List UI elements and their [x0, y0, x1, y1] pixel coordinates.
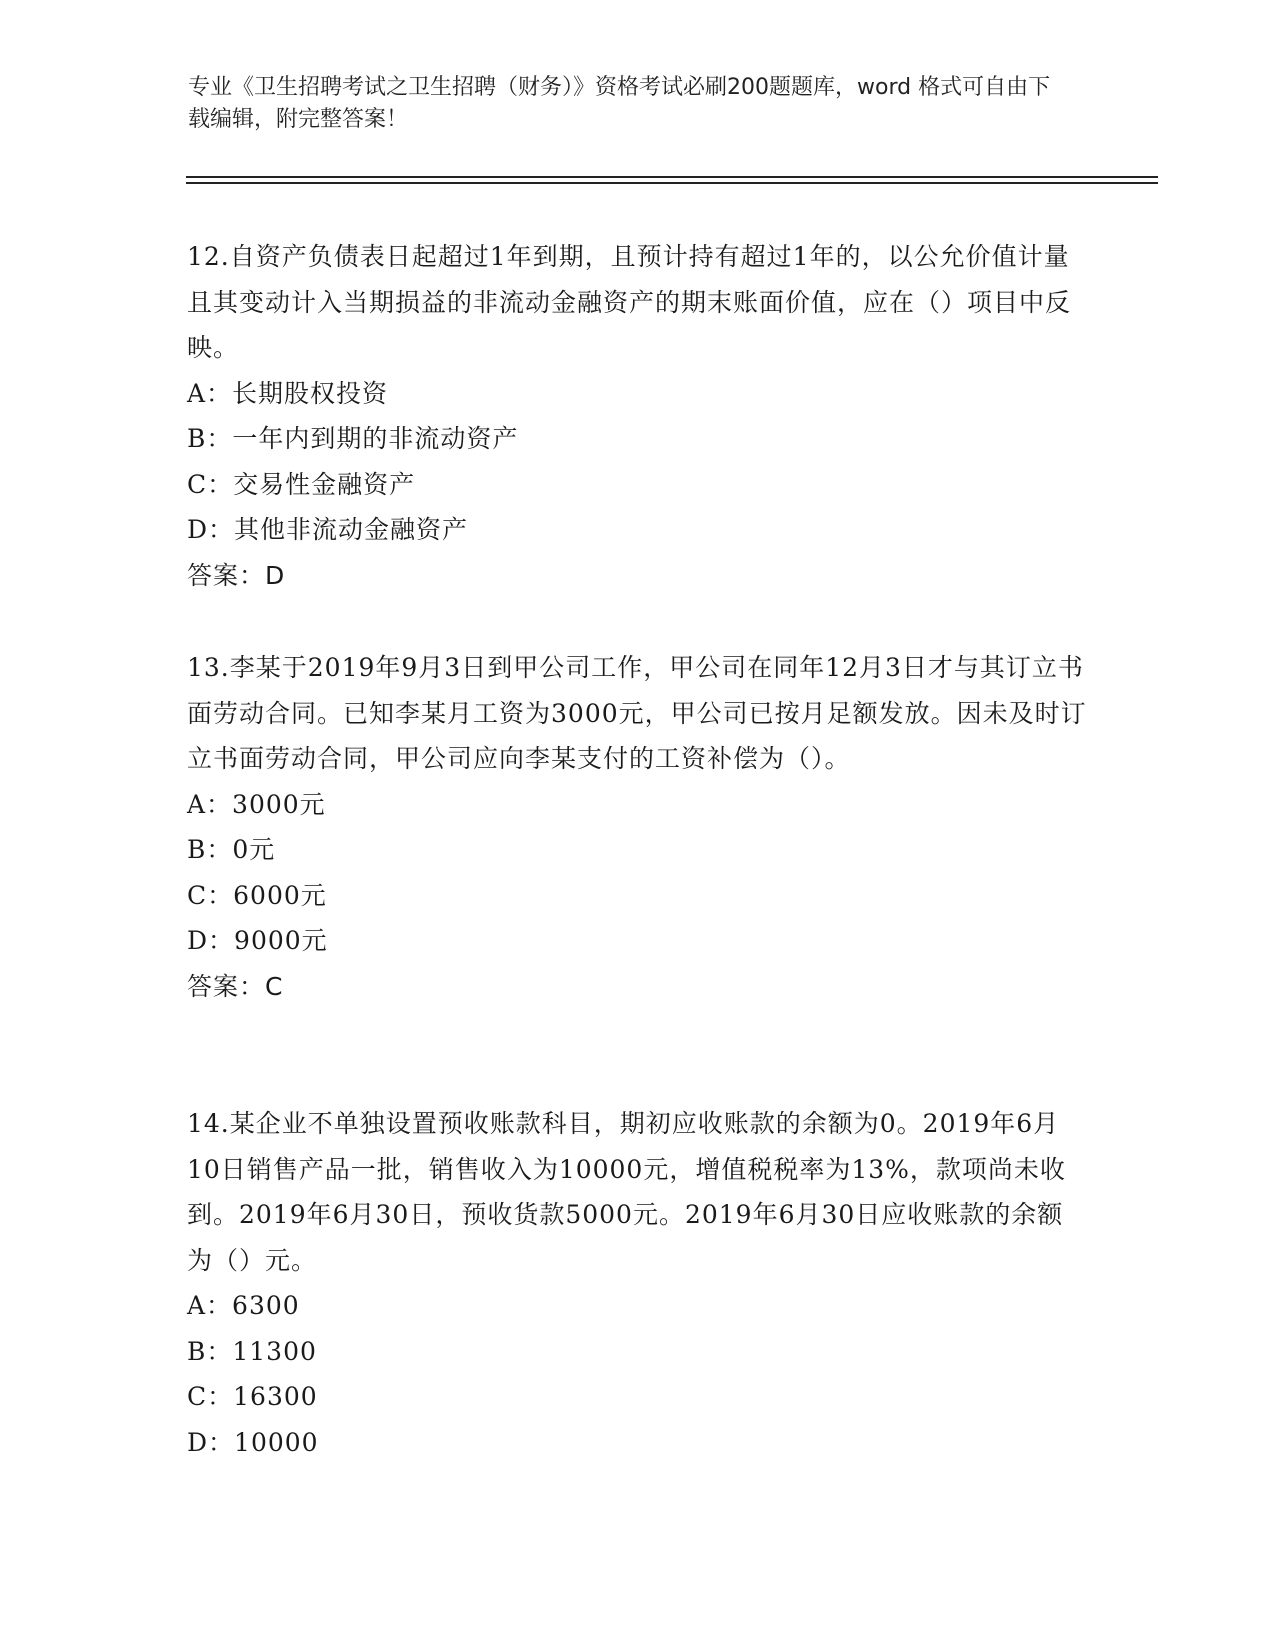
header-divider-bottom — [186, 182, 1158, 184]
question-text: 12.自资产负债表日起超过1年到期，且预计持有超过1年的，以公允价值计量且其变动计入当期损益的非流动金融资产的期末账面价值，应在（）项目中反映。 — [187, 242, 1072, 362]
option-c: C：交易性金融资产 — [187, 469, 416, 499]
header-divider-top — [186, 176, 1158, 178]
answer: 答案：D — [187, 560, 286, 590]
question-text: 14.某企业不单独设置预收账款科目，期初应收账款的余额为0。2019年6月10日销售产品一批，销售收入为10000元，增值税税率为13%，款项尚未收到。2019年6月30日，预收货款5000元。2019年6月30日应收账款的余额为（）元。 — [187, 1109, 1066, 1275]
question-12 — [187, 234, 1087, 598]
option-a: A：长期股权投资 — [187, 378, 389, 408]
option-d: D：其他非流动金融资产 — [187, 515, 469, 544]
option-a: A：3000元 — [187, 789, 326, 819]
option-d: D：9000元 — [187, 926, 328, 955]
answer: 答案：C — [187, 971, 284, 1001]
document-header — [188, 72, 1068, 136]
option-b: B：11300 — [187, 1336, 317, 1366]
option-c: C：6000元 — [187, 880, 327, 910]
question-14 — [187, 1101, 1087, 1465]
option-b: B：一年内到期的非流动资产 — [187, 424, 519, 453]
option-b: B：0元 — [187, 835, 276, 864]
option-c: C：16300 — [187, 1382, 318, 1411]
question-text: 13.李某于2019年9月3日到甲公司工作，甲公司在同年12月3日才与其订立书面劳动合同。已知李某月工资为3000元，甲公司已按月足额发放。因未及时订立书面劳动合同，甲公司应向李某支付的工资补偿为（）。 — [187, 653, 1087, 773]
option-d: D：10000 — [187, 1427, 319, 1457]
header-text: 专业《卫生招聘考试之卫生招聘（财务）》资格考试必刷200题题库，word 格式可自由下载编辑，附完整答案！ — [188, 75, 1051, 132]
question-13 — [187, 645, 1087, 1009]
option-a: A：6300 — [187, 1291, 300, 1320]
